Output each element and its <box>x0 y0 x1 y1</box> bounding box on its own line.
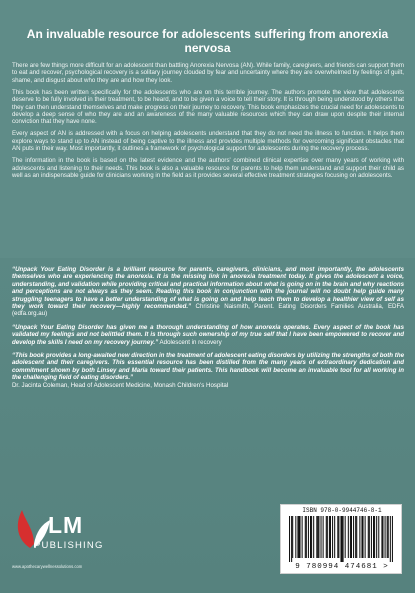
publisher-logo-text: LM <box>48 512 84 538</box>
barcode-icon <box>289 516 395 562</box>
testimonial <box>12 352 404 389</box>
publisher-website: www.apothecarywellnessolutions.com <box>12 564 83 569</box>
isbn-label: ISBN 978-0-9944746-8-1 <box>302 507 382 514</box>
barcode-digits: 9 780994 474681 > <box>295 563 389 571</box>
publisher-name: PUBLISHING <box>34 540 104 551</box>
testimonial-attribution: Christine Naismith, Parent. Eating Disorders Families Australia, EDFA (edfa.org.au) <box>12 303 404 318</box>
testimonial-attribution: Dr. Jacinta Coleman, Head of Adolescent Medicine, Monash Children's Hospital <box>12 381 229 389</box>
testimonial-title: “Unpack Your Eating Disorder <box>12 266 105 273</box>
testimonial-text: is a brilliant resource for parents, caregivers, clinicians, and most importantly, the adolescents themselves who are experiencing the anorexia. It is the missing link in anorexia treatment today. It gives the adolescent a voice, understanding, and validation while providing critical and practical information about what is going on in the brain and why reactions and perceptions are not always as they seem. Reading this book in conjunction with the journal will no doubt help guide many struggling teenagers to have a better understanding of what is going on and help teach them to develop a healthier view of self as they work toward their recovery—highly recommended.” <box>12 266 404 311</box>
testimonial-text: has given me a thorough understanding of how anorexia operates. Every aspect of the book has validated my feelings and not belittled them. It is through such ownership of my true self that I have been empowered to recover and develop the skills I need on my recovery journey.” <box>12 323 404 346</box>
blurb-paragraph: This book has been written specifically for the adolescents who are on this terrible journey. The authors promote the view that adolescents deserve to be fully involved in their treatment, to be heard, and to be given a voice to tell their story. It is through being understood by others that they can then understand themselves and make progress on their journey to recovery. This book emphasizes the crucial need for adolescents to develop a deep sense of who they are and an awareness of the many valuable resources which they can draw upon despite their internal conviction that they have none. <box>12 88 404 126</box>
testimonial-text: “This book provides a long-awaited new direction in the treatment of adolescent eating disorders by utilizing the strengths of both the adolescent and their caregivers. This essential resource has been distilled from the many years of extraordinary dedication and commitment shown by both Linsey and Maria toward their patients. This handbook will become an invaluable tool for all working in the challenging field of eating disorders.” <box>12 352 404 382</box>
blurb-paragraph: There are few things more difficult for an adolescent than battling Anorexia Nervosa (AN). While family, caregivers, and friends can support them to eat and recover, psychological recovery is a solitary journey clouded by fear and uncertainty where they are overwhelmed by feelings of guilt, shame, and disgust about who they are and how they look. <box>12 62 404 84</box>
headline: An invaluable resource for adolescents suffering from anorexia nervosa <box>26 27 389 55</box>
testimonials <box>12 266 404 395</box>
testimonial-title: “Unpack Your Eating Disorder <box>12 323 104 331</box>
blurb <box>12 62 404 184</box>
testimonial-attribution: Adolescent in recovery <box>158 338 222 346</box>
testimonial <box>12 266 404 318</box>
blurb-paragraph: Every aspect of AN is addressed with a focus on helping adolescents understand that they do not need the illness to function. It helps them explore ways to stand up to AN instead of being captive to the illness and provides multiple methods for overcoming significant obstacles that AN puts in their way. Most importantly, it outlines a framework of psychological support for adolescents during the recovery process. <box>12 130 404 153</box>
publisher-logo <box>12 504 102 566</box>
barcode-box <box>280 504 402 574</box>
blurb-paragraph: The information in the book is based on the latest evidence and the authors' combined clinical expertise over many years of working with adolescents and listening to their needs. This book is also a valuable resource for parents to help them understand and support their child as well as an indispensable guide for clinicians working in the field as it provides several effective treatment strategies focusing on adolescents. <box>12 157 404 180</box>
testimonial <box>12 324 404 346</box>
